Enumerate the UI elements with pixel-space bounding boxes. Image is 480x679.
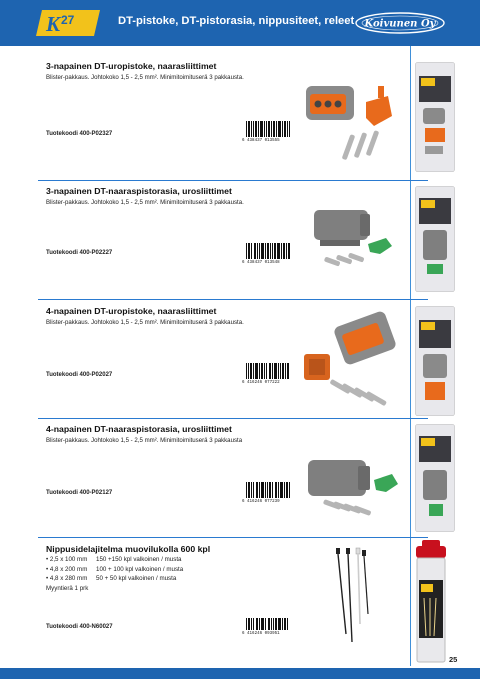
svg-text:K: K bbox=[46, 12, 61, 36]
barcode bbox=[244, 121, 292, 137]
barcode-number: 6 416246 077222 bbox=[242, 381, 280, 385]
product-code: Tuotekoodi 400-P02327 bbox=[46, 131, 113, 137]
tie-size: • 2,5 x 100 mm bbox=[46, 556, 88, 563]
list-item bbox=[46, 574, 183, 584]
barcode bbox=[244, 482, 292, 498]
barcode-number: 6 416246 093951 bbox=[242, 632, 280, 636]
section-divider bbox=[38, 180, 428, 181]
section-divider bbox=[38, 299, 428, 300]
product-code: Tuotekoodi 400-P02127 bbox=[46, 490, 113, 496]
product-title: 4-napainen DT-uropistoke, naarasliittimet bbox=[46, 306, 217, 316]
blister-package-image bbox=[415, 62, 455, 172]
svg-text:Koivunen Oy: Koivunen Oy bbox=[364, 18, 436, 30]
product-image bbox=[300, 200, 406, 270]
blister-package-image bbox=[415, 306, 455, 416]
product-code: Tuotekoodi 400-P02027 bbox=[46, 372, 113, 378]
page-title: DT-pistoke, DT-pistorasia, nippusiteet, releet bbox=[118, 15, 355, 27]
page-number: 25 bbox=[449, 655, 458, 664]
barcode bbox=[244, 618, 292, 630]
product-title: Nippusidelajitelma muovilukolla 600 kpl bbox=[46, 544, 211, 554]
tie-quantity: 150 +150 kpl valkoinen / musta bbox=[96, 556, 182, 563]
section-divider bbox=[38, 537, 428, 538]
list-item bbox=[46, 555, 183, 565]
barcode-number: 6 438437 013548 bbox=[242, 261, 280, 265]
cable-ties-image bbox=[332, 544, 372, 644]
product-code: Tuotekoodi 400-N60027 bbox=[46, 624, 113, 630]
product-description: Blister-pakkaus. Johtokoko 1,5 - 2,5 mm². Minimitoimituserä 3 pakkausta. bbox=[46, 199, 244, 206]
product-code: Tuotekoodi 400-P02227 bbox=[46, 250, 113, 256]
barcode bbox=[244, 243, 292, 259]
barcode bbox=[244, 363, 292, 379]
barcode-number: 6 438437 013555 bbox=[242, 139, 280, 143]
column-guide-line bbox=[410, 46, 411, 666]
page-header bbox=[0, 0, 480, 46]
batch-note: Myyntierä 1 prk bbox=[46, 584, 89, 592]
product-description: Blister-pakkaus. Johtokoko 1,5 - 2,5 mm². Minimitoimituserä 3 pakkausta. bbox=[46, 74, 244, 81]
tie-quantity: 100 + 100 kpl valkoinen / musta bbox=[96, 565, 184, 573]
list-item bbox=[46, 565, 183, 575]
product-title: 4-napainen DT-naaraspistorasia, urosliittimet bbox=[46, 424, 232, 434]
product-image bbox=[296, 72, 406, 168]
blister-package-image bbox=[415, 186, 455, 292]
product-title: 3-napainen DT-uropistoke, naarasliittimet bbox=[46, 61, 217, 71]
k27-logo bbox=[36, 10, 100, 36]
section-divider bbox=[38, 418, 428, 419]
tie-size: • 4,8 x 280 mm bbox=[46, 575, 88, 582]
product-title: 3-napainen DT-naaraspistorasia, urosliittimet bbox=[46, 186, 232, 196]
tie-size: • 4,8 x 200 mm bbox=[46, 565, 88, 573]
barcode-number: 6 416246 077239 bbox=[242, 500, 280, 504]
product-image bbox=[300, 450, 406, 520]
product-image bbox=[298, 310, 406, 410]
koivunen-logo bbox=[354, 11, 446, 35]
product-description: Blister-pakkaus. Johtokoko 1,5 - 2,5 mm². Minimitoimituserä 3 pakkausta. bbox=[46, 319, 244, 326]
svg-text:27: 27 bbox=[61, 13, 75, 27]
tie-canister-image bbox=[414, 540, 448, 664]
footer-bar bbox=[0, 668, 480, 679]
blister-package-image bbox=[415, 424, 455, 532]
product-description: Blister-pakkaus. Johtokoko 1,5 - 2,5 mm². Minimitoimituserä 3 pakkausta bbox=[46, 437, 243, 444]
tie-quantity: 50 + 50 kpl valkoinen / musta bbox=[96, 575, 177, 582]
tie-size-list bbox=[46, 555, 183, 593]
